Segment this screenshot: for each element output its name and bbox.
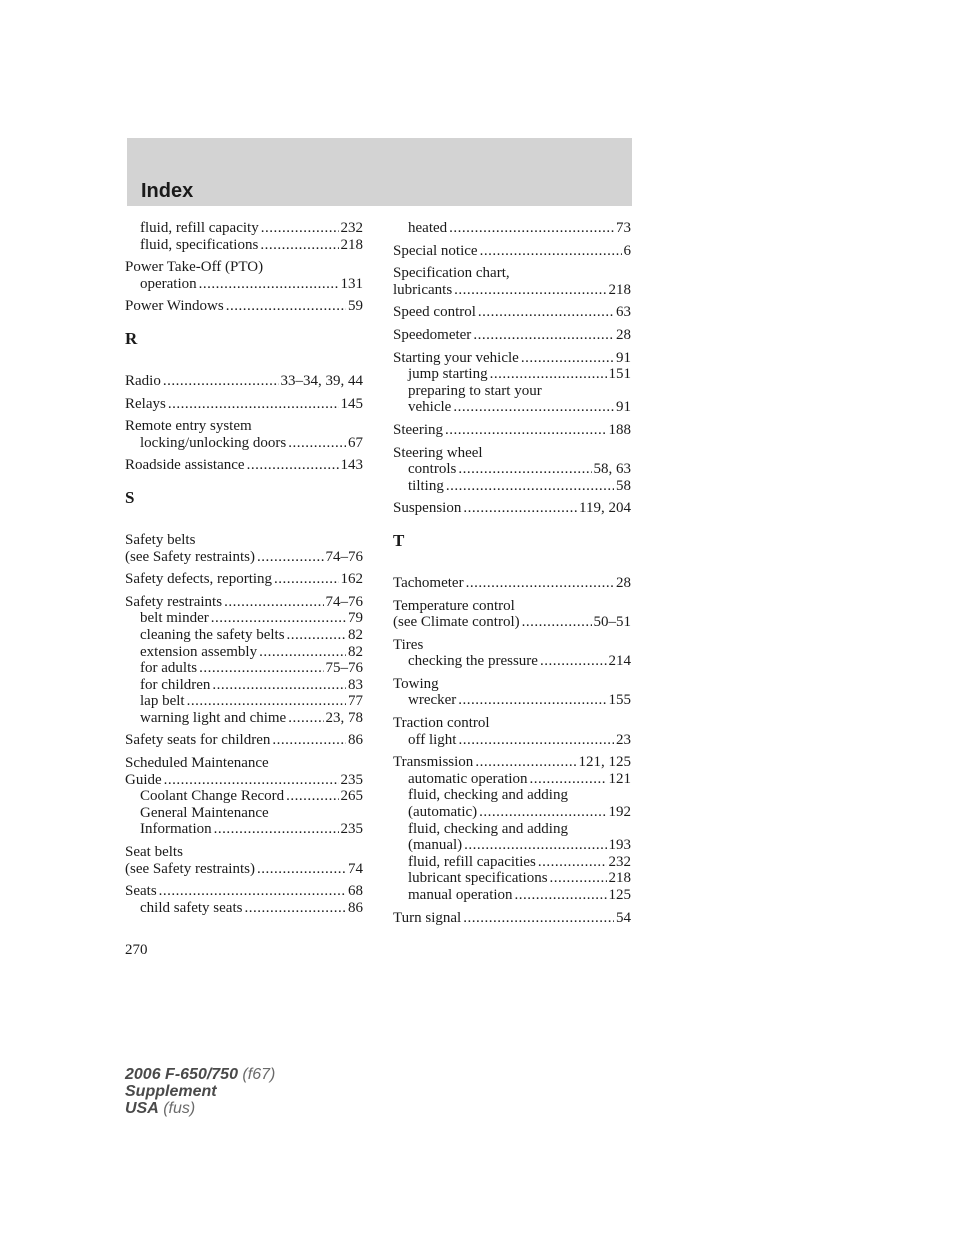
index-entry-line <box>125 571 363 588</box>
index-term: Speed control <box>393 304 476 321</box>
index-term: Specification chart, <box>393 265 510 282</box>
dot-leader <box>463 500 577 517</box>
dot-leader <box>214 821 339 838</box>
index-term: lubricant specifications <box>408 870 548 887</box>
index-entry-line <box>393 304 631 321</box>
index-entry-line <box>393 575 631 592</box>
index-subentry-line <box>125 435 363 452</box>
index-term: lubricants <box>393 281 453 298</box>
index-term: (see Climate control) <box>393 614 520 631</box>
footer-code: (fus) <box>158 1100 196 1117</box>
index-term: Speedometer <box>393 326 472 343</box>
index-term: child safety seats <box>140 899 243 916</box>
index-entry <box>393 500 631 517</box>
dot-leader <box>479 804 606 821</box>
dot-leader <box>449 220 614 237</box>
index-term: Towing <box>393 675 439 692</box>
footer-line <box>125 1066 275 1083</box>
index-page-ref: 68 <box>348 883 363 900</box>
index-page-ref: 86 <box>348 899 363 916</box>
index-page-ref: 82 <box>348 643 363 660</box>
index-page-ref: 58 <box>616 477 631 494</box>
footer-imprint <box>125 1066 275 1117</box>
index-entry-line <box>393 754 631 771</box>
index-page-ref: 74 <box>348 860 363 877</box>
index-entry <box>393 327 631 344</box>
index-term: Scheduled Maintenance <box>125 755 269 772</box>
index-page-ref: 265 <box>340 788 363 805</box>
index-entry-line <box>393 422 631 439</box>
index-term: Starting your vehicle <box>393 349 519 366</box>
dot-leader <box>458 732 614 749</box>
index-term: Radio <box>125 372 161 389</box>
index-term: Relays <box>125 395 166 412</box>
index-subentry-line <box>125 805 363 822</box>
index-entry <box>393 637 631 670</box>
footer-text: Supplement <box>125 1083 217 1100</box>
index-term: Transmission <box>393 754 474 771</box>
dot-leader <box>538 854 607 871</box>
index-term: automatic operation <box>408 770 528 787</box>
index-subentry-line <box>125 821 363 838</box>
index-page-ref: 73 <box>616 220 631 236</box>
index-entry-line <box>125 418 363 435</box>
index-page-ref: 193 <box>608 837 631 854</box>
index-term: warning light and chime <box>140 709 287 726</box>
dot-leader <box>260 237 338 254</box>
index-entry-line <box>125 373 363 390</box>
index-term: Traction control <box>393 715 490 732</box>
dot-leader <box>244 900 346 917</box>
index-entry <box>125 373 363 390</box>
index-term: Guide <box>125 771 162 788</box>
index-subentry-line <box>125 710 363 727</box>
index-subentry-line <box>393 732 631 749</box>
index-entry <box>393 715 631 748</box>
footer-text: 2006 F-650/750 <box>125 1066 238 1083</box>
index-term: Safety seats for children <box>125 732 271 749</box>
index-term: wrecker <box>408 692 457 709</box>
index-entry-line <box>125 844 363 861</box>
index-entry-line <box>393 598 631 615</box>
index-entry-line <box>393 445 631 462</box>
header-band <box>127 138 632 206</box>
dot-leader <box>464 837 606 854</box>
index-entry-line <box>125 883 363 900</box>
index-entry <box>125 732 363 749</box>
index-entry-line <box>125 861 363 878</box>
index-term: belt minder <box>140 610 209 627</box>
index-page-ref: 74–76 <box>325 593 363 610</box>
index-entry <box>125 259 363 292</box>
index-subentry-line <box>125 610 363 627</box>
index-entry <box>125 844 363 877</box>
page-number: 270 <box>125 942 148 958</box>
index-subentry-line <box>393 837 631 854</box>
index-subentry-line <box>125 900 363 917</box>
index-term: Safety belts <box>125 531 196 548</box>
index-page-ref: 192 <box>608 804 631 821</box>
index-page-ref: 232 <box>340 220 363 236</box>
index-page-ref: 125 <box>608 887 631 903</box>
dot-leader <box>226 298 346 315</box>
index-term: Remote entry system <box>125 418 252 435</box>
section-letter: T <box>393 530 405 550</box>
index-page-ref: 151 <box>608 366 631 383</box>
index-term: (manual) <box>408 837 463 854</box>
dot-leader <box>211 610 346 627</box>
index-page-ref: 28 <box>616 574 631 591</box>
index-entry-line <box>393 637 631 654</box>
index-entry-line <box>125 549 363 566</box>
index-entry-line <box>125 594 363 611</box>
index-term: Tires <box>393 636 424 653</box>
index-term: vehicle <box>408 399 452 416</box>
page-title: Index <box>141 180 194 202</box>
dot-leader <box>454 282 606 299</box>
dot-leader <box>286 788 338 805</box>
dot-leader <box>259 644 346 661</box>
index-subentry-line <box>393 692 631 709</box>
dot-leader <box>247 457 339 474</box>
index-page-ref: 218 <box>608 870 631 887</box>
index-page-ref: 67 <box>348 434 363 451</box>
dot-leader <box>288 435 346 452</box>
index-subentry-line <box>125 788 363 805</box>
dot-leader <box>515 887 607 904</box>
index-page-ref: 162 <box>340 571 363 588</box>
index-term: for adults <box>140 660 198 677</box>
dot-leader <box>478 304 614 321</box>
dot-leader <box>199 276 339 293</box>
index-page-ref: 214 <box>608 653 631 670</box>
dot-leader <box>257 861 346 878</box>
dot-leader <box>473 327 614 344</box>
dot-leader <box>522 614 592 631</box>
dot-leader <box>287 627 346 644</box>
index-term: (see Safety restraints) <box>125 860 255 877</box>
index-entry <box>393 304 631 321</box>
index-entry-line <box>393 282 631 299</box>
index-term: controls <box>408 461 457 478</box>
index-page-ref: 54 <box>616 909 631 926</box>
index-subentry-line <box>125 220 363 237</box>
index-entry <box>125 396 363 413</box>
index-subentry-line <box>393 870 631 887</box>
dot-leader <box>187 693 346 710</box>
dot-leader <box>446 478 614 495</box>
index-column-left <box>125 220 363 922</box>
index-entry-line <box>125 396 363 413</box>
dot-leader <box>530 771 607 788</box>
index-term: Special notice <box>393 242 478 259</box>
index-subentry-line <box>393 653 631 670</box>
index-term: checking the pressure <box>408 653 538 670</box>
index-page-ref: 28 <box>616 326 631 343</box>
index-page-ref: 143 <box>340 457 363 474</box>
index-term: heated <box>408 220 448 236</box>
index-term: Temperature control <box>393 597 515 614</box>
index-entry-line <box>125 457 363 474</box>
index-term: Seats <box>125 883 157 900</box>
index-subentry-line <box>393 887 631 904</box>
index-subentry-line <box>393 366 631 383</box>
index-page-ref: 63 <box>616 304 631 321</box>
index-page-ref: 23 <box>616 731 631 748</box>
index-entry-line <box>393 910 631 927</box>
dot-leader <box>490 366 607 383</box>
dot-leader <box>257 549 324 566</box>
dot-leader <box>163 373 279 390</box>
index-term: off light <box>408 731 457 748</box>
dot-leader <box>540 653 607 670</box>
index-entry-line <box>393 265 631 282</box>
index-term: fluid, checking and adding <box>408 820 568 837</box>
index-subentry-line <box>393 787 631 804</box>
index-term: cleaning the safety belts <box>140 626 285 643</box>
index-page-ref: 23, 78 <box>325 709 363 726</box>
index-subentry-line <box>393 399 631 416</box>
index-entry <box>393 422 631 439</box>
index-entry <box>125 755 363 838</box>
index-subentry-line <box>125 677 363 694</box>
index-term: locking/unlocking doors <box>140 434 287 451</box>
index-page-ref: 119, 204 <box>579 500 631 517</box>
index-term: Information <box>140 821 212 838</box>
index-term: for children <box>140 676 211 693</box>
index-page-ref: 235 <box>340 771 363 788</box>
dot-leader <box>475 754 576 771</box>
index-page-ref: 75–76 <box>325 660 363 677</box>
index-term: Seat belts <box>125 844 183 861</box>
index-subentry-line <box>393 804 631 821</box>
index-page-ref: 82 <box>348 626 363 643</box>
index-term: Safety restraints <box>125 593 223 610</box>
dot-leader <box>458 461 591 478</box>
footer-text: USA <box>125 1100 159 1117</box>
index-term: (automatic) <box>408 804 478 821</box>
index-page-ref: 6 <box>623 242 631 259</box>
dot-leader <box>521 350 614 367</box>
index-subentry-line <box>393 854 631 871</box>
index-page-ref: 218 <box>608 281 631 298</box>
index-page-ref: 218 <box>340 236 363 253</box>
index-entry <box>393 220 631 237</box>
index-term: Tachometer <box>393 574 464 591</box>
dot-leader <box>224 594 323 611</box>
index-entry <box>125 594 363 727</box>
index-page-ref: 121, 125 <box>578 754 631 771</box>
footer-code: (f67) <box>237 1066 276 1083</box>
index-term: fluid, refill capacities <box>408 853 536 870</box>
index-entry-line <box>125 772 363 789</box>
index-term: fluid, specifications <box>140 236 259 253</box>
index-entry-line <box>125 532 363 549</box>
index-page-ref: 235 <box>340 821 363 838</box>
index-subentry-line <box>125 644 363 661</box>
dot-leader <box>288 710 323 727</box>
dot-leader <box>164 772 339 789</box>
index-term: fluid, checking and adding <box>408 787 568 804</box>
index-term: Steering wheel <box>393 444 483 461</box>
index-entry <box>393 575 631 592</box>
index-subentry-line <box>125 693 363 710</box>
index-term: (see Safety restraints) <box>125 548 255 565</box>
index-entry <box>393 350 631 416</box>
index-subentry-line <box>393 220 631 237</box>
index-entry-line <box>393 500 631 517</box>
dot-leader <box>445 422 607 439</box>
index-subentry-line <box>393 771 631 788</box>
index-term: General Maintenance <box>140 804 269 821</box>
section-letter: S <box>125 487 135 507</box>
dot-leader <box>274 571 338 588</box>
dot-leader <box>272 732 346 749</box>
index-entry <box>393 676 631 709</box>
index-entry-line <box>125 298 363 315</box>
index-subentry-line <box>125 237 363 254</box>
index-entry <box>125 532 363 565</box>
index-page-ref: 33–34, 39, 44 <box>280 372 363 389</box>
dot-leader <box>199 660 323 677</box>
dot-leader <box>212 677 346 694</box>
index-term: Power Take-Off (PTO) <box>125 259 264 276</box>
index-term: Power Windows <box>125 298 224 315</box>
index-entry <box>393 754 631 903</box>
index-term: manual operation <box>408 887 513 903</box>
index-page-ref: 83 <box>348 676 363 693</box>
dot-leader <box>550 870 607 887</box>
index-term: Turn signal <box>393 909 462 926</box>
index-page-ref: 74–76 <box>325 548 363 565</box>
dot-leader <box>480 243 622 260</box>
index-page-ref: 77 <box>348 693 363 710</box>
index-term: lap belt <box>140 693 185 710</box>
index-subentry-line <box>125 660 363 677</box>
index-entry <box>393 445 631 495</box>
dot-leader <box>458 692 606 709</box>
dot-leader <box>261 220 339 237</box>
index-subentry-line <box>125 627 363 644</box>
index-entry <box>393 243 631 260</box>
index-entry-line <box>393 715 631 732</box>
index-entry <box>125 220 363 253</box>
index-page-ref: 131 <box>340 275 363 292</box>
index-term: Safety defects, reporting <box>125 571 273 588</box>
index-term: fluid, refill capacity <box>140 220 259 236</box>
index-entry <box>125 571 363 588</box>
index-term: Roadside assistance <box>125 457 245 474</box>
index-entry-line <box>393 327 631 344</box>
index-page-ref: 121 <box>608 770 631 787</box>
index-page-ref: 232 <box>608 853 631 870</box>
dot-leader <box>453 399 614 416</box>
dot-leader <box>463 910 614 927</box>
dot-leader <box>466 575 614 592</box>
dot-leader <box>159 883 346 900</box>
index-entry-line <box>393 243 631 260</box>
index-page-ref: 145 <box>340 395 363 412</box>
index-page-ref: 91 <box>616 349 631 366</box>
index-term: jump starting <box>408 366 488 383</box>
footer-line <box>125 1100 275 1117</box>
footer-line <box>125 1083 275 1100</box>
index-entry-line <box>393 614 631 631</box>
index-page-ref: 79 <box>348 610 363 627</box>
index-entry-line <box>393 350 631 367</box>
index-subentry-line <box>393 383 631 400</box>
index-entry-line <box>125 732 363 749</box>
index-column-right <box>393 220 631 932</box>
index-term: extension assembly <box>140 643 258 660</box>
index-term: Coolant Change Record <box>140 788 285 805</box>
index-entry <box>393 265 631 298</box>
section-letter: R <box>125 328 138 348</box>
index-page-ref: 188 <box>608 421 631 438</box>
index-entry-line <box>393 676 631 693</box>
index-term: preparing to start your <box>408 382 542 399</box>
dot-leader <box>168 396 339 413</box>
index-entry <box>125 418 363 451</box>
index-subentry-line <box>125 276 363 293</box>
index-page-ref: 155 <box>608 692 631 709</box>
index-entry-line <box>125 755 363 772</box>
index-entry <box>125 457 363 474</box>
index-subentry-line <box>393 821 631 838</box>
index-term: Suspension <box>393 500 462 517</box>
index-term: operation <box>140 275 197 292</box>
index-subentry-line <box>393 461 631 478</box>
index-page-ref: 58, 63 <box>593 461 631 478</box>
index-entry <box>125 298 363 315</box>
index-subentry-line <box>393 478 631 495</box>
index-page-ref: 91 <box>616 399 631 416</box>
index-entry <box>393 598 631 631</box>
index-term: tilting <box>408 477 444 494</box>
index-page-ref: 50–51 <box>593 614 631 631</box>
index-page-ref: 59 <box>348 298 363 315</box>
index-entry <box>393 910 631 927</box>
index-term: Steering <box>393 421 443 438</box>
index-page-ref: 86 <box>348 732 363 749</box>
index-entry-line <box>125 259 363 276</box>
index-entry <box>125 883 363 916</box>
